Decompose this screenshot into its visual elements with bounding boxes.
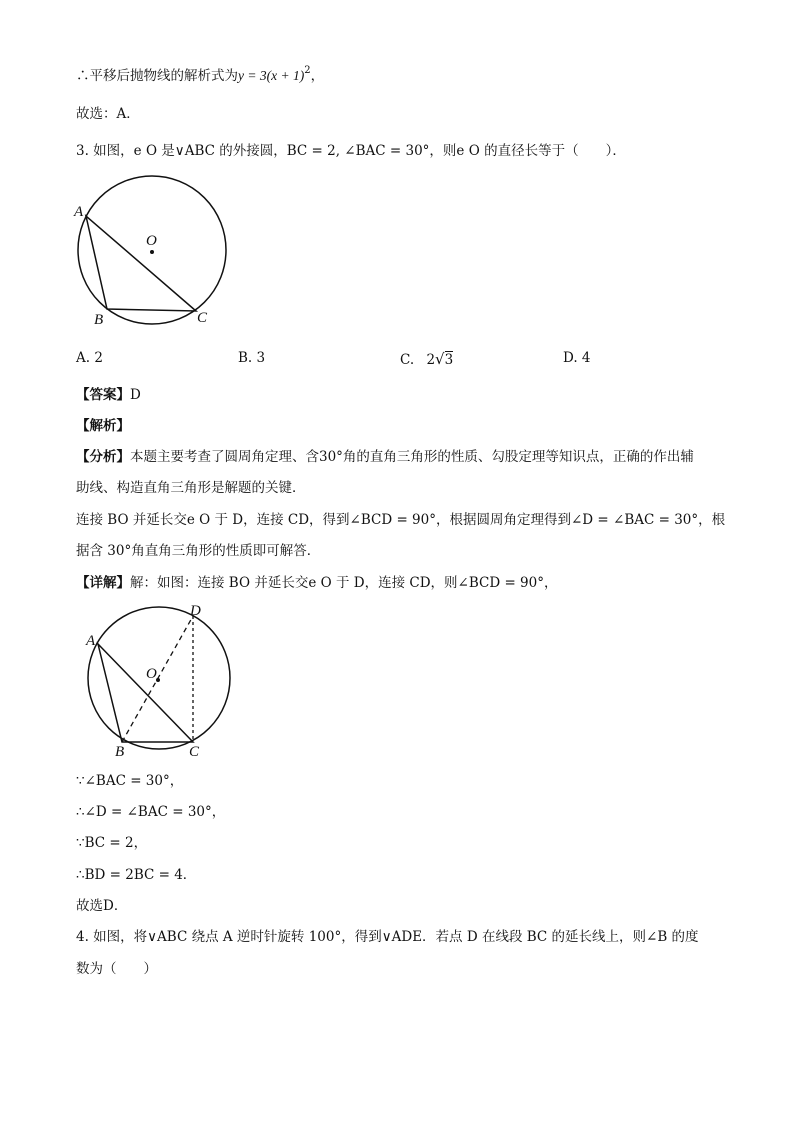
conclusion-line: ∴平移后抛物线的解析式为$y = 3(x + 1)^2$， (76, 65, 325, 84)
triangle-abc (98, 644, 193, 742)
label-b: B (115, 744, 125, 760)
triangle-abc (86, 216, 196, 311)
label-o: O (146, 666, 157, 682)
fenxi-line-4: 据含 30°角直角三角形的性质即可解答． (76, 543, 321, 559)
option-c: C. 2√3 (400, 350, 454, 368)
step-5: 故选D． (76, 898, 128, 914)
label-c: C (189, 744, 200, 760)
question-3: 3. 如图，e O 是∨ABC 的外接圆，BC = 2, ∠BAC = 30°，则e O 的直径长等于（ ）． (76, 143, 626, 159)
exponent: 2 (304, 65, 311, 76)
option-d: D. 4 (563, 350, 591, 366)
answer-line: 【答案】D (76, 387, 141, 403)
detail-line-1: 【详解】解：如图：连接 BO 并延长交e O 于 D，连接 CD，则∠BCD = 90°， (76, 575, 558, 591)
label-b: B (94, 312, 104, 328)
step-3: ∵BC = 2， (76, 835, 148, 851)
question-4-line-2: 数为（ ） (76, 961, 157, 977)
figure-1-circle-triangle (70, 172, 230, 332)
label-o: O (146, 233, 157, 249)
center-dot (150, 250, 154, 254)
fenxi-line-1: 【分析】本题主要考查了圆周角定理、含30°角的直角三角形的性质、勾股定理等知识点，正确的作出辅 (76, 449, 694, 465)
fenxi-line-2: 助线、构造直角三角形是解题的关键． (76, 480, 306, 496)
figure-2-circle-diameter (82, 598, 232, 760)
prev-answer-line: 故选：A． (76, 106, 140, 122)
step-1: ∵∠BAC = 30°， (76, 773, 184, 789)
option-a: A. 2 (76, 350, 103, 366)
label-a: A (74, 204, 84, 220)
fenxi-line-3: 连接 BO 并延长交e O 于 D，连接 CD，得到∠BCD = 90°，根据圆周角定理得到∠D = ∠BAC = 30°，根 (76, 512, 726, 528)
question-4-line-1: 4. 如图，将∨ABC 绕点 A 逆时针旋转 100°，得到∨ADE．若点 D 在线段 BC 的延长线上，则∠B 的度 (76, 929, 699, 945)
label-a: A (86, 633, 96, 649)
label-c: C (197, 310, 208, 326)
sqrt-icon: √ (435, 350, 445, 368)
step-2: ∴∠D = ∠BAC = 30°， (76, 804, 226, 820)
circle-o (88, 607, 230, 749)
parabola-formula: y = 3(x + 1) (238, 68, 305, 83)
label-d: D (190, 603, 201, 619)
analysis-heading: 【解析】 (76, 418, 130, 434)
option-b: B. 3 (238, 350, 266, 366)
step-4: ∴BD = 2BC = 4． (76, 867, 197, 883)
